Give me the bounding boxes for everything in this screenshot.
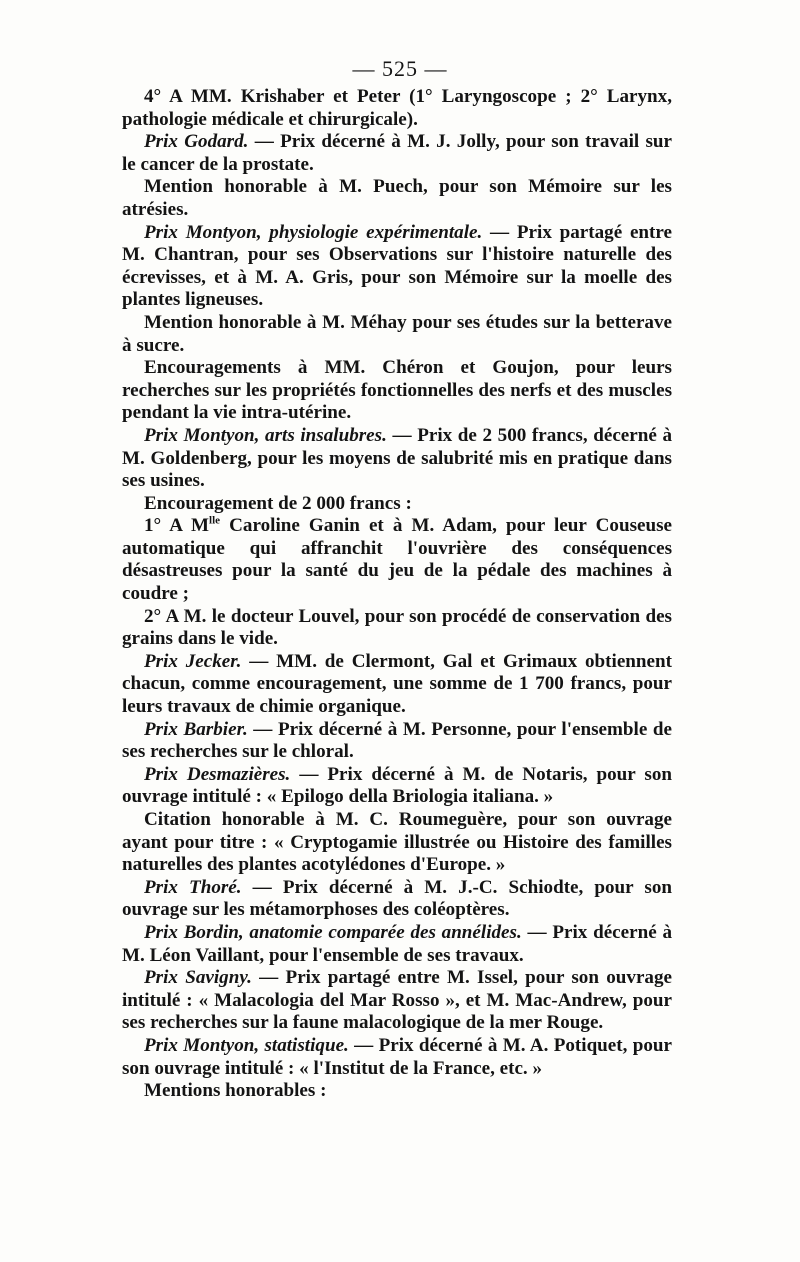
prize-title: Prix Godard. — [144, 131, 249, 153]
prize-title: Prix Bordin, anatomie comparée des annélides. — [144, 921, 522, 943]
prize-title: Prix Montyon, statistique. — [144, 1034, 349, 1056]
superscript: lle — [209, 514, 221, 527]
paragraph-text: 4° A MM. Krishaber et Peter (1° Laryngoscope ; 2° Larynx, pathologie médicale et chirurgicale). — [122, 86, 672, 130]
paragraph-text: Mentions honorables : — [144, 1080, 327, 1102]
page-body — [122, 86, 672, 1103]
paragraph — [122, 719, 672, 764]
paragraph — [122, 515, 672, 605]
paragraph — [122, 1080, 672, 1103]
prize-title: Prix Thoré. — [144, 876, 242, 898]
paragraph — [122, 606, 672, 651]
paragraph-text: — Prix décerné à M. Personne, pour l'ensemble de ses recherches sur le chloral. — [122, 718, 672, 763]
paragraph — [122, 176, 672, 221]
paragraph-text: — Prix de 2 500 francs, décerné à M. Goldenberg, pour les moyens de salubrité mis en pratique dans ses usines. — [122, 424, 672, 492]
paragraph-text: Mention honorable à M. Puech, pour son Mémoire sur les atrésies. — [122, 176, 672, 220]
paragraph-text: — Prix décerné à M. Léon Vaillant, pour l'ensemble de ses travaux. — [122, 921, 672, 966]
paragraph — [122, 1035, 672, 1080]
paragraph-text: Encouragement de 2 000 francs : — [144, 492, 412, 514]
paragraph-text: — MM. de Clermont, Gal et Grimaux obtiennent chacun, comme encouragement, une somme de 1 700 francs, pour leurs travaux de chimie organique. — [122, 650, 673, 718]
prize-title: Prix Savigny. — [144, 967, 252, 989]
paragraph — [122, 877, 672, 922]
paragraph-text: 2° A M. le docteur Louvel, pour son procédé de conservation des grains dans le vide. — [122, 605, 672, 650]
paragraph-text: Mention honorable à M. Méhay pour ses études sur la betterave à sucre. — [122, 311, 672, 356]
paragraph — [122, 222, 672, 312]
paragraph — [122, 922, 672, 967]
paragraph — [122, 651, 672, 719]
page-number: — 525 — — [352, 56, 448, 81]
prize-title: Prix Montyon, arts insalubres. — [144, 424, 387, 446]
paragraph-text: — Prix décerné à M. A. Potiquet, pour son ouvrage intitulé : « l'Institut de la France, etc. » — [122, 1034, 673, 1079]
prize-title: Prix Barbier. — [144, 718, 248, 740]
prize-title: Prix Jecker. — [144, 650, 242, 672]
paragraph — [122, 967, 672, 1035]
paragraph-text: Encouragements à MM. Chéron et Goujon, pour leurs recherches sur les propriétés fonctionnelles des nerfs et des muscles pendant la vie intra-utérine. — [122, 357, 672, 424]
paragraph — [122, 425, 672, 493]
prize-title: Prix Montyon, physiologie expérimentale. — [144, 221, 483, 243]
paragraph-text: — Prix partagé entre M. Chantran, pour ses Observations sur l'histoire naturelle des écrevisses, et à M. A. Gris, pour son Mémoire sur la moelle des plantes ligneuses. — [122, 221, 672, 311]
paragraph — [122, 357, 672, 425]
paragraph — [122, 131, 672, 176]
paragraph — [122, 764, 672, 809]
paragraph — [122, 493, 672, 516]
paragraph — [122, 86, 672, 131]
paragraph-text: Citation honorable à M. C. Roumeguère, pour son ouvrage ayant pour titre : « Cryptogamie illustrée ou Histoire des familles naturelles des plantes acotylédones d'Europe. » — [122, 809, 672, 876]
paragraph-prefix: 1° A M — [144, 515, 210, 537]
paragraph-text: — Prix partagé entre M. Issel, pour son ouvrage intitulé : « Malacologia del Mar Rosso », et M. Mac-Andrew, pour ses recherches sur la faune malacologique de la mer Rouge. — [122, 967, 672, 1034]
paragraph-text: Caroline Ganin et à M. Adam, pour leur Couseuse automatique qui affranchit l'ouvrière des conséquences désastreuses pour la santé du jeu de la pédale des machines à coudre ; — [122, 515, 672, 605]
prize-title: Prix Desmazières. — [144, 763, 291, 785]
paragraph-text: — Prix décerné à M. J. Jolly, pour son travail sur le cancer de la prostate. — [122, 131, 672, 175]
paragraph-text: — Prix décerné à M. de Notaris, pour son ouvrage intitulé : « Epilogo della Briologia italiana. » — [122, 763, 672, 808]
paragraph-text: — Prix décerné à M. J.-C. Schiodte, pour son ouvrage sur les métamorphoses des coléoptères. — [122, 876, 672, 921]
paragraph — [122, 809, 672, 877]
paragraph — [122, 312, 672, 357]
